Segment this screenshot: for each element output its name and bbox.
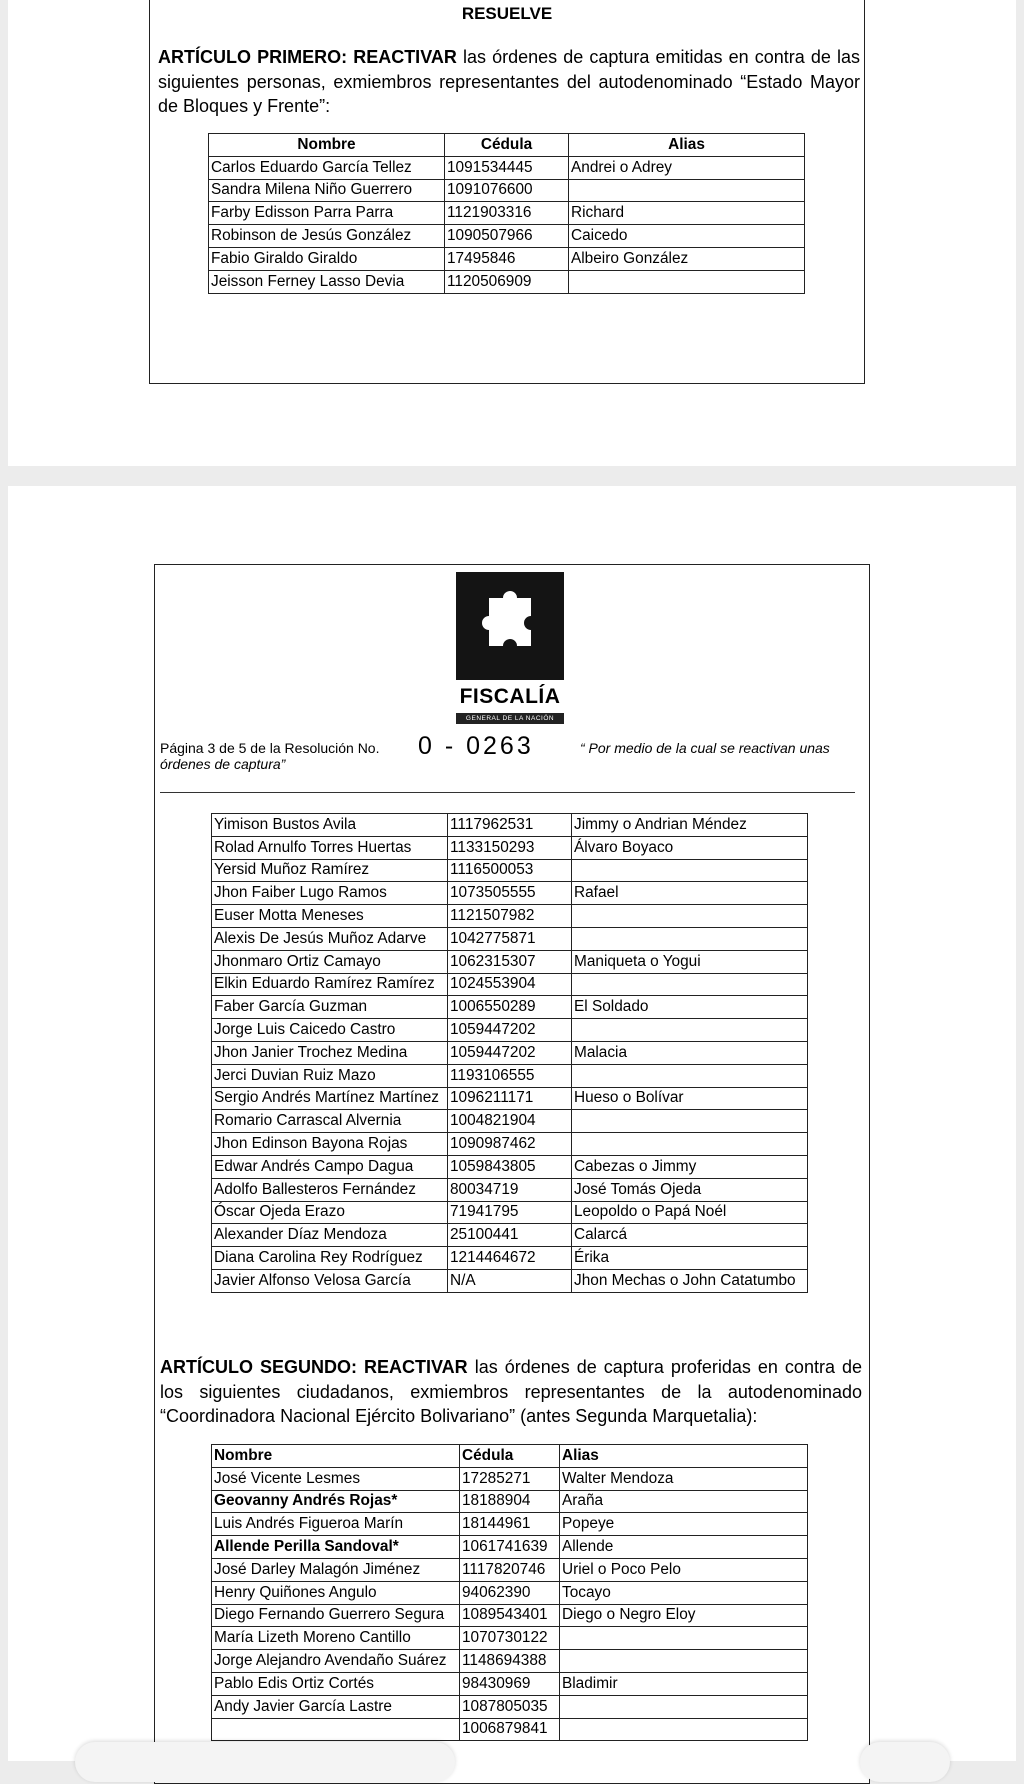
cell-nombre: Javier Alfonso Velosa García bbox=[212, 1269, 448, 1292]
table-row bbox=[212, 927, 808, 950]
cell-alias: Tocayo bbox=[560, 1581, 808, 1604]
cell-alias: Jhon Mechas o John Catatumbo bbox=[572, 1269, 808, 1292]
cell-cedula: 18144961 bbox=[460, 1513, 560, 1536]
estado-mayor-table bbox=[208, 133, 805, 294]
cell-cedula: 1042775871 bbox=[448, 927, 572, 950]
header-alias: Alias bbox=[560, 1445, 808, 1468]
cell-alias: Richard bbox=[569, 202, 805, 225]
cell-alias bbox=[572, 1133, 808, 1156]
cell-cedula: 1121903316 bbox=[445, 202, 569, 225]
cell-alias: Walter Mendoza bbox=[560, 1467, 808, 1490]
table-row bbox=[212, 814, 808, 837]
cell-nombre: Jhonmaro Ortiz Camayo bbox=[212, 950, 448, 973]
cell-cedula: 17285271 bbox=[460, 1467, 560, 1490]
resolution-number: 0 - 0263 bbox=[418, 732, 534, 760]
cell-alias: Caicedo bbox=[569, 225, 805, 248]
cell-cedula: 1120506909 bbox=[445, 270, 569, 293]
table-header-row bbox=[209, 134, 805, 157]
table-row bbox=[212, 1019, 808, 1042]
table-row bbox=[212, 1133, 808, 1156]
cell-nombre: Elkin Eduardo Ramírez Ramírez bbox=[212, 973, 448, 996]
cell-alias bbox=[560, 1695, 808, 1718]
cell-alias: El Soldado bbox=[572, 996, 808, 1019]
cell-alias: Popeye bbox=[560, 1513, 808, 1536]
cell-alias: Bladimir bbox=[560, 1672, 808, 1695]
table-row bbox=[212, 1269, 808, 1292]
cell-alias: Hueso o Bolívar bbox=[572, 1087, 808, 1110]
table-row bbox=[212, 1178, 808, 1201]
cell-alias bbox=[572, 1110, 808, 1133]
cell-cedula: 98430969 bbox=[460, 1672, 560, 1695]
cell-cedula: 1062315307 bbox=[448, 950, 572, 973]
resolution-description-continued: órdenes de captura” bbox=[160, 756, 286, 772]
table-row bbox=[209, 225, 805, 248]
table-row bbox=[209, 270, 805, 293]
cell-nombre: Robinson de Jesús González bbox=[209, 225, 445, 248]
cell-alias: Andrei o Adrey bbox=[569, 156, 805, 179]
cell-cedula: 1121507982 bbox=[448, 905, 572, 928]
cell-alias bbox=[572, 927, 808, 950]
cell-alias bbox=[560, 1650, 808, 1673]
table-row bbox=[212, 905, 808, 928]
cell-nombre: Adolfo Ballesteros Fernández bbox=[212, 1178, 448, 1201]
article-primero-label: ARTÍCULO PRIMERO: REACTIVAR bbox=[158, 47, 457, 67]
puzzle-piece-icon bbox=[456, 572, 564, 680]
cell-cedula: 1090507966 bbox=[445, 225, 569, 248]
table-row bbox=[212, 1536, 808, 1559]
cell-alias bbox=[569, 179, 805, 202]
cell-cedula: 1193106555 bbox=[448, 1064, 572, 1087]
cell-cedula: 71941795 bbox=[448, 1201, 572, 1224]
coordinadora-table bbox=[211, 1444, 808, 1741]
cell-nombre: Yersid Muñoz Ramírez bbox=[212, 859, 448, 882]
cell-nombre: Jorge Luis Caicedo Castro bbox=[212, 1019, 448, 1042]
cell-alias: Leopoldo o Papá Noél bbox=[572, 1201, 808, 1224]
fiscalia-brand: FISCALÍA bbox=[459, 685, 561, 708]
cell-alias: Cabezas o Jimmy bbox=[572, 1155, 808, 1178]
cell-nombre: Jerci Duvian Ruiz Mazo bbox=[212, 1064, 448, 1087]
cell-nombre: Alexis De Jesús Muñoz Adarve bbox=[212, 927, 448, 950]
cell-nombre: Farby Edisson Parra Parra bbox=[209, 202, 445, 225]
article-primero-text: las órdenes de captura emitidas en contra de las siguientes personas, exmiembros representantes del autodenominado “Estado Mayor de Bloques y Frente”: bbox=[158, 47, 860, 116]
cell-nombre: Euser Motta Meneses bbox=[212, 905, 448, 928]
table-row bbox=[212, 1467, 808, 1490]
cell-nombre: Jorge Alejandro Avendaño Suárez bbox=[212, 1650, 460, 1673]
cell-alias: José Tomás Ojeda bbox=[572, 1178, 808, 1201]
header-nombre: Nombre bbox=[212, 1445, 460, 1468]
cell-nombre: Jhon Faiber Lugo Ramos bbox=[212, 882, 448, 905]
table-row bbox=[212, 1110, 808, 1133]
cell-alias bbox=[572, 905, 808, 928]
cell-nombre: José Darley Malagón Jiménez bbox=[212, 1558, 460, 1581]
cell-nombre: Faber García Guzman bbox=[212, 996, 448, 1019]
article-primero bbox=[158, 45, 860, 119]
resuelve-heading: RESUELVE bbox=[461, 4, 553, 23]
resolution-description: “ Por medio de la cual se reactivan unas bbox=[580, 740, 830, 756]
table-row bbox=[212, 1672, 808, 1695]
cell-cedula: 1117962531 bbox=[448, 814, 572, 837]
table-row bbox=[212, 1064, 808, 1087]
page-info-label: Página 3 de 5 de la Resolución No. bbox=[160, 740, 380, 756]
cell-nombre bbox=[212, 1718, 460, 1741]
cell-nombre: Pablo Edis Ortiz Cortés bbox=[212, 1672, 460, 1695]
table-row bbox=[212, 1581, 808, 1604]
cell-alias: Rafael bbox=[572, 882, 808, 905]
header-nombre: Nombre bbox=[209, 134, 445, 157]
article-segundo bbox=[160, 1355, 862, 1429]
cell-nombre: Óscar Ojeda Erazo bbox=[212, 1201, 448, 1224]
cell-alias: Érika bbox=[572, 1247, 808, 1270]
cell-alias bbox=[572, 859, 808, 882]
cell-nombre: Rolad Arnulfo Torres Huertas bbox=[212, 836, 448, 859]
cell-alias: Calarcá bbox=[572, 1224, 808, 1247]
cell-nombre: Diana Carolina Rey Rodríguez bbox=[212, 1247, 448, 1270]
table-row bbox=[212, 996, 808, 1019]
cell-alias bbox=[560, 1718, 808, 1741]
cell-nombre: Andy Javier García Lastre bbox=[212, 1695, 460, 1718]
cell-nombre: Allende Perilla Sandoval* bbox=[212, 1536, 460, 1559]
cell-nombre: Henry Quiñones Angulo bbox=[212, 1581, 460, 1604]
cell-cedula: 1024553904 bbox=[448, 973, 572, 996]
table-row bbox=[212, 882, 808, 905]
cell-nombre: Alexander Díaz Mendoza bbox=[212, 1224, 448, 1247]
table-row bbox=[212, 1650, 808, 1673]
cell-cedula: 25100441 bbox=[448, 1224, 572, 1247]
cell-cedula: 1006550289 bbox=[448, 996, 572, 1019]
cell-nombre: Sandra Milena Niño Guerrero bbox=[209, 179, 445, 202]
header-cedula: Cédula bbox=[460, 1445, 560, 1468]
table-row bbox=[212, 1627, 808, 1650]
cell-cedula: 1061741639 bbox=[460, 1536, 560, 1559]
cell-alias bbox=[572, 1064, 808, 1087]
cell-cedula: 1091076600 bbox=[445, 179, 569, 202]
cell-cedula: 1090987462 bbox=[448, 1133, 572, 1156]
cell-nombre: Luis Andrés Figueroa Marín bbox=[212, 1513, 460, 1536]
cell-nombre: José Vicente Lesmes bbox=[212, 1467, 460, 1490]
cell-cedula: 1059843805 bbox=[448, 1155, 572, 1178]
cell-nombre: María Lizeth Moreno Cantillo bbox=[212, 1627, 460, 1650]
cell-cedula: 94062390 bbox=[460, 1581, 560, 1604]
cell-nombre: Jhon Janier Trochez Medina bbox=[212, 1041, 448, 1064]
cell-alias: Malacia bbox=[572, 1041, 808, 1064]
cell-nombre: Fabio Giraldo Giraldo bbox=[209, 247, 445, 270]
table-row bbox=[212, 973, 808, 996]
table-row bbox=[212, 1718, 808, 1741]
table-row bbox=[212, 1558, 808, 1581]
cell-nombre: Diego Fernando Guerrero Segura bbox=[212, 1604, 460, 1627]
article-segundo-label: ARTÍCULO SEGUNDO: REACTIVAR bbox=[160, 1357, 468, 1377]
header-alias: Alias bbox=[569, 134, 805, 157]
cell-cedula: 1148694388 bbox=[460, 1650, 560, 1673]
cell-cedula: 1096211171 bbox=[448, 1087, 572, 1110]
table-row bbox=[209, 202, 805, 225]
cell-cedula: 17495846 bbox=[445, 247, 569, 270]
cell-alias: Araña bbox=[560, 1490, 808, 1513]
cell-cedula: 1214464672 bbox=[448, 1247, 572, 1270]
cell-cedula: 1073505555 bbox=[448, 882, 572, 905]
cell-nombre: Romario Carrascal Alvernia bbox=[212, 1110, 448, 1133]
table-row bbox=[212, 1513, 808, 1536]
cell-cedula: 1089543401 bbox=[460, 1604, 560, 1627]
overlay-bubble-right[interactable] bbox=[860, 1742, 950, 1782]
cell-cedula: 18188904 bbox=[460, 1490, 560, 1513]
fiscalia-brand-subtitle: GENERAL DE LA NACIÓN bbox=[456, 713, 564, 724]
table-row bbox=[212, 1604, 808, 1627]
estado-mayor-table-continued bbox=[211, 813, 808, 1293]
cell-nombre: Jhon Edinson Bayona Rojas bbox=[212, 1133, 448, 1156]
table-row bbox=[212, 1155, 808, 1178]
table-row bbox=[212, 1087, 808, 1110]
header-divider bbox=[160, 792, 855, 793]
cell-cedula: N/A bbox=[448, 1269, 572, 1292]
cell-cedula: 1117820746 bbox=[460, 1558, 560, 1581]
table-row bbox=[212, 1041, 808, 1064]
cell-cedula: 1070730122 bbox=[460, 1627, 560, 1650]
cell-nombre: Geovanny Andrés Rojas* bbox=[212, 1490, 460, 1513]
cell-alias: Allende bbox=[560, 1536, 808, 1559]
overlay-bubble-left[interactable] bbox=[75, 1742, 455, 1782]
cell-cedula: 1133150293 bbox=[448, 836, 572, 859]
table-row bbox=[209, 247, 805, 270]
table-row bbox=[212, 836, 808, 859]
cell-nombre: Jeisson Ferney Lasso Devia bbox=[209, 270, 445, 293]
table-row bbox=[212, 950, 808, 973]
cell-alias bbox=[572, 973, 808, 996]
table-row bbox=[212, 1247, 808, 1270]
cell-cedula: 1059447202 bbox=[448, 1041, 572, 1064]
cell-cedula: 1059447202 bbox=[448, 1019, 572, 1042]
table-row bbox=[212, 1201, 808, 1224]
cell-alias: Álvaro Boyaco bbox=[572, 836, 808, 859]
cell-cedula: 80034719 bbox=[448, 1178, 572, 1201]
table-row bbox=[209, 156, 805, 179]
cell-alias: Diego o Negro Eloy bbox=[560, 1604, 808, 1627]
cell-nombre: Edwar Andrés Campo Dagua bbox=[212, 1155, 448, 1178]
cell-alias: Jimmy o Andrian Méndez bbox=[572, 814, 808, 837]
cell-cedula: 1087805035 bbox=[460, 1695, 560, 1718]
cell-alias: Maniqueta o Yogui bbox=[572, 950, 808, 973]
cell-alias: Albeiro González bbox=[569, 247, 805, 270]
table-row bbox=[209, 179, 805, 202]
cell-alias: Uriel o Poco Pelo bbox=[560, 1558, 808, 1581]
cell-nombre: Sergio Andrés Martínez Martínez bbox=[212, 1087, 448, 1110]
cell-cedula: 1091534445 bbox=[445, 156, 569, 179]
cell-nombre: Carlos Eduardo García Tellez bbox=[209, 156, 445, 179]
article-segundo-text: las órdenes de captura proferidas en contra de los siguientes ciudadanos, exmiembros representantes de la autodenominado “Coordinadora Nacional Ejército Bolivariano” (antes Segunda Marquetalia): bbox=[160, 1357, 862, 1426]
cell-cedula: 1006879841 bbox=[460, 1718, 560, 1741]
table-header-row bbox=[212, 1445, 808, 1468]
cell-alias bbox=[560, 1627, 808, 1650]
table-row bbox=[212, 1224, 808, 1247]
cell-cedula: 1116500053 bbox=[448, 859, 572, 882]
cell-alias bbox=[569, 270, 805, 293]
header-cedula: Cédula bbox=[445, 134, 569, 157]
cell-alias bbox=[572, 1019, 808, 1042]
table-row bbox=[212, 1490, 808, 1513]
table-row bbox=[212, 1695, 808, 1718]
cell-cedula: 1004821904 bbox=[448, 1110, 572, 1133]
table-row bbox=[212, 859, 808, 882]
cell-nombre: Yimison Bustos Avila bbox=[212, 814, 448, 837]
